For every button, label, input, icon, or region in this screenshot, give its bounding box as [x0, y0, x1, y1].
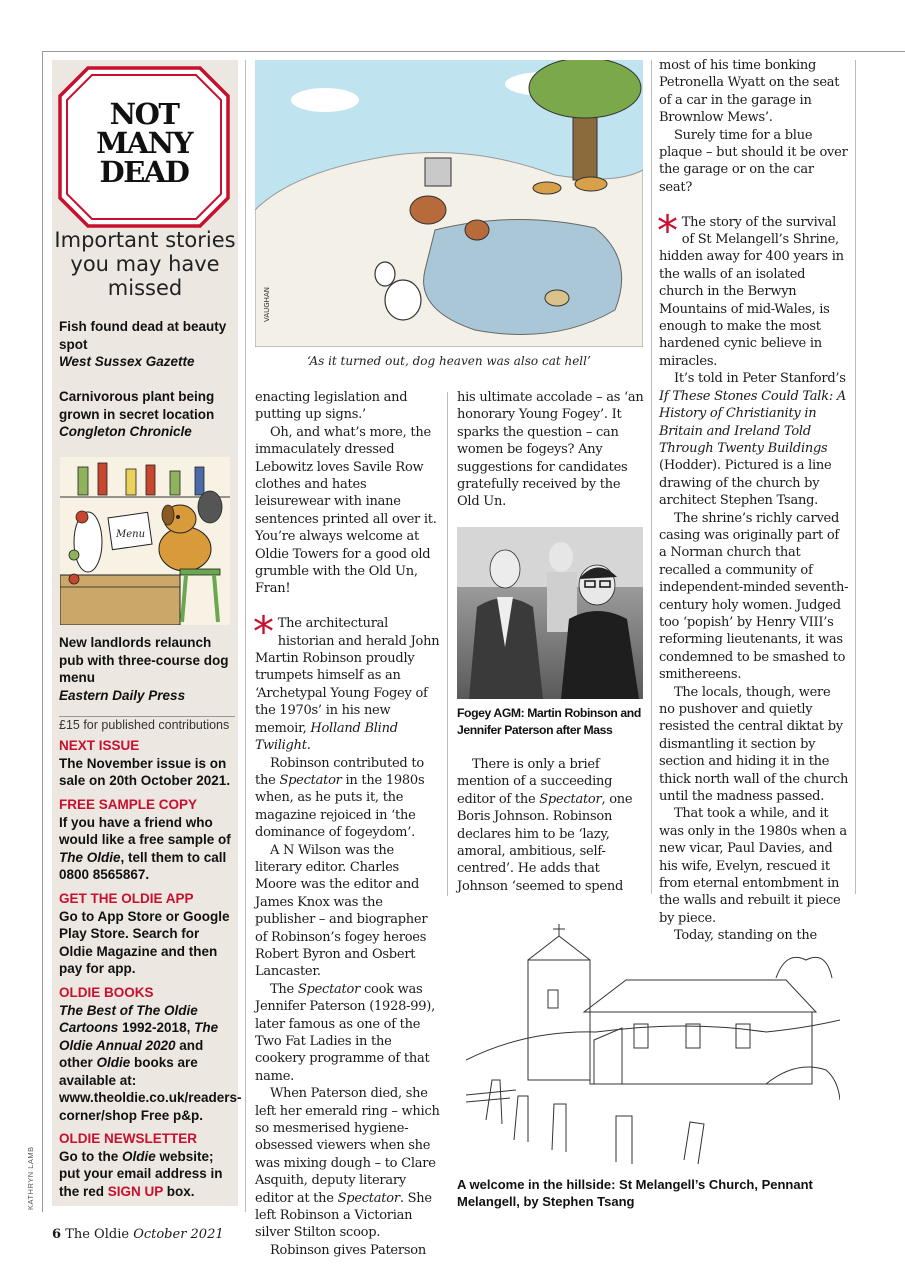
text-column-2-lower [457, 756, 645, 895]
fogey-photo [457, 527, 643, 699]
cartoonist-signature: VAUGHAN [263, 287, 271, 322]
paragraph-text: Robinson contributed to the [255, 755, 424, 788]
column-divider [855, 60, 856, 894]
publication-title: Spectator [279, 772, 342, 788]
magazine-name: The Oldie [65, 1227, 130, 1242]
stamp-line: NOT [109, 97, 179, 131]
pub-dog-illustration [60, 457, 230, 625]
news-source: West Sussex Gazette [59, 354, 195, 369]
free-sample-text: If you have a friend who would like a free sample of [59, 814, 231, 847]
paragraph: enacting legislation and putting up signs.’ [255, 390, 408, 423]
publication-title: Spectator [539, 791, 602, 807]
next-issue-heading: NEXT ISSUE [59, 738, 140, 753]
newsletter-text: website; put your email address in the red [59, 1148, 223, 1199]
text-column-2 [457, 389, 645, 511]
books-text: 1992-2018, [118, 1020, 195, 1035]
not-many-dead-stamp [58, 66, 230, 228]
stamp-line: DEAD [99, 155, 189, 189]
book-title: Holland Blind Twilight [255, 720, 398, 754]
text-column-3 [659, 57, 849, 945]
app-heading: GET THE OLDIE APP [59, 891, 194, 906]
cartoon-drawing [255, 60, 643, 347]
paragraph-text: The architectural historian and herald John Martin Robinson proudly trumpets himself as an ‘Archetypal Young Fogey of the 1970s’ in his new memoir, [255, 616, 440, 736]
paragraph-text: When Paterson died, she left her emerald ring – which so mesmerised hygiene-obsessed viewers when she was mixing dough – to Clare Asquith, deputy literary editor at the [255, 1086, 440, 1206]
news-headline: New landlords relaunch pub with three-course dog menu [59, 635, 229, 685]
paragraph-text: cook was Jennifer Paterson (1928-99), later famous as one of the Two Fat Ladies in the cookery programme of that name. [255, 981, 436, 1084]
paragraph-text: (Hodder). Pictured is a line drawing of the church by architect Stephen Tsang. [659, 458, 832, 509]
page-footer [52, 1227, 224, 1242]
news-source: Eastern Daily Press [59, 687, 186, 703]
paragraph-text: The [270, 981, 298, 997]
next-issue-box [59, 737, 235, 790]
publication-title: Spectator [297, 981, 361, 997]
news-headline: Fish found dead at beauty spot [59, 319, 227, 352]
newsletter-site: Oldie [122, 1148, 156, 1164]
page-number: 6 [52, 1227, 62, 1242]
church-caption: A welcome in the hillside: St Melangell’s Church, Pennant Melangell, by Stephen Tsang [457, 1177, 813, 1209]
paragraph: Oh, and what’s more, the immaculately dressed Lebowitz loves Savile Row clothes and hates leisurewear with inane sentences printed all over it. You’re always welcome at Oldie Towers for a good old grumble with the Old Un, Fran! [255, 424, 437, 597]
app-text: Go to App Store or Google Play Store. Search for Oldie Magazine and then pay for app. [59, 908, 230, 976]
paragraph-text: . [306, 738, 311, 754]
not-many-dead-sidebar [52, 60, 242, 1206]
paragraph-text: , one Boris Johnson. Robinson declares him to be ‘lazy, amoral, ambitious, self-centred’. He adds that Johnson ‘seemed to spend [457, 791, 633, 894]
church-drawing [466, 920, 840, 1172]
free-sample-heading: FREE SAMPLE COPY [59, 797, 198, 812]
news-item [59, 634, 235, 704]
newsletter-box [59, 1130, 235, 1200]
stamp-line: MANY [96, 126, 192, 160]
next-issue-text: The November issue is on sale on 20th October 2021. [59, 755, 231, 788]
books-shop-link[interactable]: books are available at: www.theoldie.co.uk/readers-corner/shop Free p&p. [59, 1055, 242, 1123]
paragraph-text: in the 1980s when, as he puts it, the magazine rejoiced in ‘the dominance of fogeydom’. [255, 772, 425, 841]
paragraph: Today, standing on the [674, 928, 817, 944]
asterisk-icon: * [657, 205, 678, 255]
paragraph [659, 370, 849, 509]
news-item [59, 318, 235, 371]
books-title: Oldie [96, 1055, 131, 1070]
books-title: The Best of The Oldie Cartoons [59, 1002, 198, 1035]
photo-caption: Fogey AGM: Martin Robinson and Jennifer Paterson after Mass [457, 706, 641, 737]
issue-date: October 2021 [133, 1227, 224, 1242]
illustration-credit: KATHRYN LAMB [26, 1146, 35, 1210]
paragraph [657, 205, 849, 371]
news-item [59, 388, 235, 441]
news-source: Congleton Chronicle [59, 424, 192, 439]
text-column-1 [255, 389, 441, 1259]
publication-title: Spectator [337, 1190, 400, 1206]
app-box [59, 890, 235, 978]
books-text: and other [59, 1037, 204, 1070]
free-sample-box [59, 796, 235, 884]
sidebar-divider [245, 60, 246, 1212]
church-line-drawing [466, 920, 840, 1172]
paragraph [255, 1085, 441, 1242]
column-divider [447, 392, 448, 896]
books-box [59, 984, 242, 1124]
newsletter-text: box. [163, 1183, 195, 1199]
paragraph: The locals, though, were no pushover and quietly resisted the central diktat by dismantling it section by section and hiding it in the thick north wall of the church until the madness passed. [659, 684, 849, 805]
dog-heaven-cartoon [255, 60, 643, 347]
paragraph: That took a while, and it was only in the 1980s when a new vicar, Paul Davies, and his wife, Evelyn, rescued it from eternal entombment in the walls and rebuilt it piece by piece. [659, 806, 847, 926]
free-sample-title: The Oldie [59, 849, 121, 865]
left-rule [42, 51, 43, 1212]
asterisk-icon: * [253, 607, 274, 657]
news-headline: Carnivorous plant being grown in secret location [59, 389, 215, 422]
free-sample-phone[interactable]: , tell them to call 0800 8565867. [59, 849, 227, 882]
paragraph: The shrine’s richly carved casing was originally part of a Norman church that recalled a community of independent-minded seventh-century holy women. Judged too ‘popish’ by Henry VIII’s reforming lieutenants, it was condemned to be smashed to smithereens. [659, 510, 849, 683]
paragraph [457, 756, 645, 895]
newsletter-heading: OLDIE NEWSLETTER [59, 1131, 197, 1146]
paragraph: most of his time bonking Petronella Wyatt on the seat of a car in the garage in Brownlow Mews’. [659, 58, 840, 126]
book-title: If These Stones Could Talk: A History of Christianity in Britain and Ireland Told Through Twenty Buildings [659, 388, 846, 456]
sign-up-link[interactable]: SIGN UP [107, 1183, 164, 1199]
paragraph [253, 607, 441, 754]
books-title: The Oldie Annual 2020 [59, 1020, 219, 1053]
paragraph-text: . She left Robinson a Victorian silver Stilton scoop. [255, 1190, 432, 1241]
paragraph-text: The story of the survival of St Melangell’s Shrine, hidden away for 400 years in the walls of an isolated church in the Berwyn Mountains of mid-Wales, is enough to make the most hardened cynic believe in miracles. [659, 214, 844, 369]
paragraph: Surely time for a blue plaque – but should it be over the garage or on the car seat? [659, 127, 848, 195]
menu-sign-text: Menu [116, 529, 146, 540]
paragraph: Robinson gives Paterson [270, 1242, 426, 1258]
paragraph: A N Wilson was the literary editor. Charles Moore was the editor and James Knox was the publisher – and biographer of Robinson’s fogey heroes Robert Byron and Osbert Lancaster. [255, 842, 428, 980]
column-divider [651, 60, 652, 894]
paragraph-text: It’s told in Peter Stanford’s [674, 371, 846, 387]
newsletter-text: Go to the [59, 1148, 122, 1164]
books-heading: OLDIE BOOKS [59, 985, 154, 1000]
top-rule [42, 51, 905, 52]
paragraph: his ultimate accolade – as ‘an honorary Young Fogey’. It sparks the question – can women be fogeys? Any suggestions for candidates gratefully received by the Old Un. [457, 390, 644, 510]
paragraph-text: There is only a brief mention of a succeeding editor of the [457, 757, 613, 807]
pub-dog-drawing [60, 457, 230, 625]
contribution-fee: £15 for published contributions [59, 716, 235, 732]
stamp-title [58, 97, 230, 189]
paragraph [255, 755, 441, 842]
paragraph [255, 981, 441, 1085]
cartoon-caption: ‘As it turned out, dog heaven was also cat hell’ [307, 354, 591, 368]
sidebar-tagline: Important stories you may have missed [54, 228, 236, 300]
fogey-photo-image [457, 527, 643, 699]
